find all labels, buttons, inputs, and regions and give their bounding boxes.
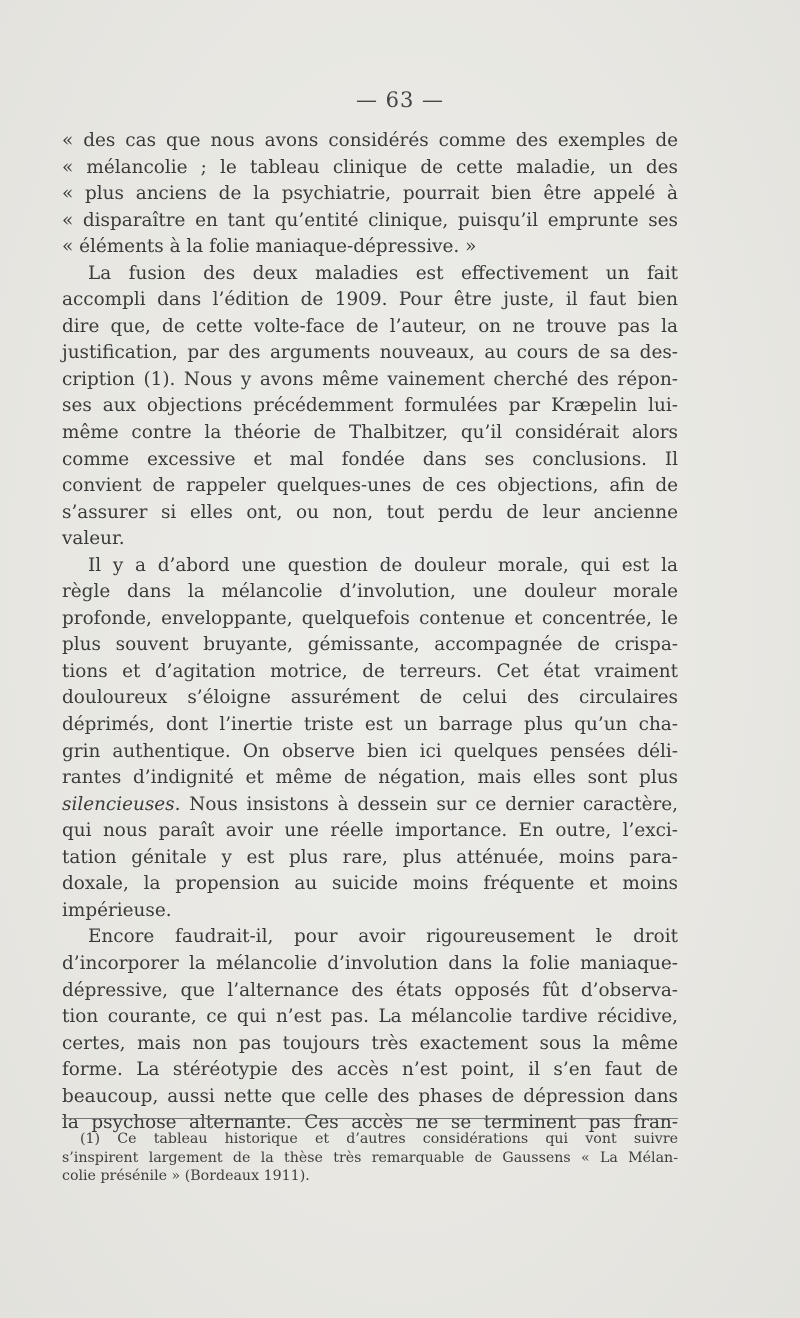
text-line: « plus anciens de la psychiatrie, pourrait bien être appelé à <box>62 183 678 205</box>
text-line: forme. La stéréotypie des accès n’est point, il s’en faut de <box>62 1059 678 1081</box>
text-line: impérieuse. <box>62 899 172 921</box>
text-line: profonde, enveloppante, quelquefois contenue et concentrée, le <box>62 607 678 629</box>
body-text <box>62 128 678 1137</box>
text-line: convient de rappeler quelques-unes de ces objections, afin de <box>62 475 678 497</box>
text-line: cription (1). Nous y avons même vainement cherché des répon- <box>62 368 678 390</box>
text-line: tions et d’agitation motrice, de terreurs. Cet état vraiment <box>62 660 678 682</box>
text-line: grin authentique. On observe bien ici quelques pensées déli- <box>62 740 678 762</box>
text-line: d’incorporer la mélancolie d’involution dans la folie maniaque- <box>62 952 678 974</box>
text-line: même contre la théorie de Thalbitzer, qu’il considérait alors <box>62 422 678 444</box>
text-line: « éléments à la folie maniaque-dépressive. » <box>62 236 477 258</box>
text-line: Encore faudrait-il, pour avoir rigoureusement le droit <box>88 926 678 948</box>
text-line: beaucoup, aussi nette que celle des phases de dépression dans <box>62 1085 678 1107</box>
page-number: — 63 — <box>355 88 445 112</box>
text-line: tation génitale y est plus rare, plus atténuée, moins para- <box>62 846 678 868</box>
text-line: plus souvent bruyante, gémissante, accompagnée de crispa- <box>62 634 678 656</box>
text-line: la psychose alternante. Ces accès ne se terminent pas fran- <box>62 1112 678 1134</box>
text-line: Il y a d’abord une question de douleur morale, qui est la <box>88 554 678 576</box>
text-line: certes, mais non pas toujours très exactement sous la même <box>62 1032 678 1054</box>
text-line: « des cas que nous avons considérés comme des exemples de <box>62 130 678 151</box>
text-line: justification, par des arguments nouveaux, au cours de sa des- <box>62 342 678 364</box>
text-line: s’assurer si elles ont, ou non, tout perdu de leur ancienne <box>62 501 678 523</box>
text-line: tion courante, ce qui n’est pas. La mélancolie tardive récidive, <box>62 1006 678 1028</box>
text-line: silencieuses. Nous insistons à dessein sur ce dernier caractère, <box>62 793 678 815</box>
text-line: déprimés, dont l’inertie triste est un barrage plus qu’un cha- <box>62 714 678 736</box>
text-line: dépressive, que l’alternance des états opposés fût d’observa- <box>62 979 678 1001</box>
text-line: accompli dans l’édition de 1909. Pour être juste, il faut bien <box>62 289 678 311</box>
footnote-line: colie présénile » (Bordeaux 1911). <box>62 1168 310 1184</box>
footnote-line: s’inspirent largement de la thèse très remarquable de Gaussens « La Mélan- <box>62 1149 678 1166</box>
footnote <box>62 1130 678 1186</box>
footnote-separator <box>62 1118 678 1119</box>
text-line: La fusion des deux maladies est effectivement un fait <box>88 262 678 284</box>
text-line: « mélancolie ; le tableau clinique de cette maladie, un des <box>62 156 678 178</box>
text-line: douloureux s’éloigne assurément de celui des circulaires <box>62 687 678 709</box>
text-line: valeur. <box>62 528 125 550</box>
text-line: « disparaître en tant qu’entité clinique, puisqu’il emprunte ses <box>62 209 678 231</box>
text-line: qui nous paraît avoir une réelle importance. En outre, l’exci- <box>62 820 678 842</box>
footnote-line: (1) Ce tableau historique et d’autres considérations qui vont suivre <box>80 1131 678 1147</box>
text-line: règle dans la mélancolie d’involution, une douleur morale <box>62 581 678 603</box>
text-line: comme excessive et mal fondée dans ses conclusions. Il <box>62 448 678 470</box>
text-line: ses aux objections précédemment formulées par Kræpelin lui- <box>62 395 678 417</box>
text-line: doxale, la propension au suicide moins fréquente et moins <box>62 873 678 895</box>
text-line: dire que, de cette volte-face de l’auteur, on ne trouve pas la <box>62 315 678 337</box>
italic-word: silencieuses <box>62 793 175 815</box>
text-line: rantes d’indignité et même de négation, mais elles sont plus <box>62 767 678 789</box>
